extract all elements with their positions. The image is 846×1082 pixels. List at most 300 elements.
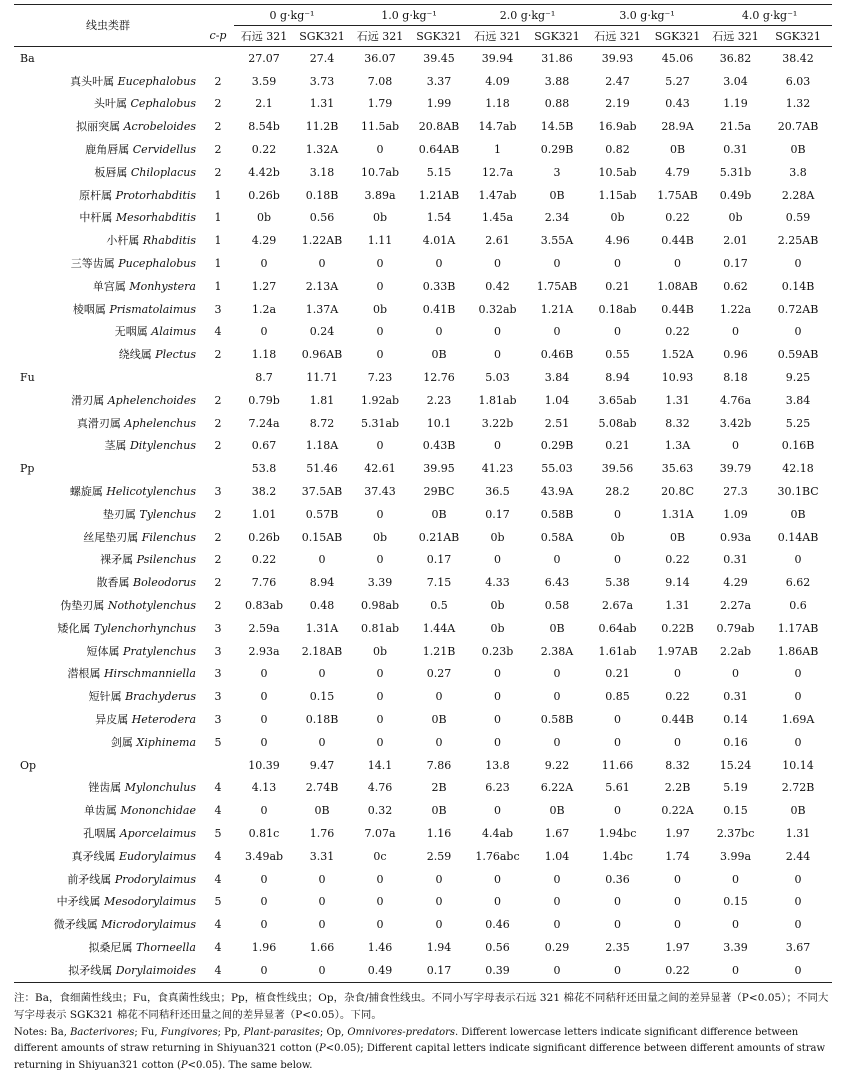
value-cell: 1.37A (305, 302, 339, 316)
table-row (14, 184, 832, 207)
genus-latin: Mesorhabditis (115, 211, 196, 225)
value-cell: 0.6 (789, 599, 807, 613)
notes-chinese: 注：Ba，食细菌性线虫；Fu，食真菌性线虫；Pp，植食性线虫；Op，杂食/捕食性线虫。不同小写字母表示石远 321 棉花不同秸秆还田量之间的差异显著（P<0.05）；不同大写字母表示 SGK321 棉花不同秸秆还田量之间的差异显著（P<0.05）。下同。 (14, 992, 829, 1022)
cp-value: 2 (214, 599, 222, 613)
value-cell: 28.9A (661, 120, 694, 134)
value-cell: 3.65ab (598, 393, 637, 407)
value-cell: 0 (614, 257, 622, 271)
value-cell: 0 (794, 257, 802, 271)
value-cell: 0.98ab (360, 599, 400, 613)
value-cell: 0 (732, 667, 740, 681)
value-cell: 4.76a (720, 393, 752, 407)
value-cell: 0.44B (661, 302, 694, 316)
genus-name (14, 571, 202, 594)
value-cell: 36.5 (485, 485, 510, 499)
cultivar-header: SGK321 (294, 26, 350, 47)
group-value-cell: 42.18 (782, 462, 814, 476)
value-cell: 0 (553, 325, 561, 339)
genus-cn: 伪垫刃属 (60, 599, 105, 613)
value-cell: 0 (318, 895, 326, 909)
table-row (14, 685, 832, 708)
table-row (14, 936, 832, 959)
value-cell: 0 (294, 959, 350, 982)
genus-latin: Aphelenchus (124, 416, 196, 430)
cp-value: 4 (214, 872, 222, 886)
table-row (14, 640, 832, 663)
value-cell: 7.15 (426, 576, 452, 590)
cp-value: 1 (214, 279, 222, 293)
genus-name (14, 252, 202, 275)
genus-name (14, 184, 202, 207)
value-cell: 6.43 (544, 576, 570, 590)
value-cell: 0 (376, 507, 384, 521)
value-cell: 9.14 (665, 576, 690, 590)
genus-latin: Eudorylaimus (118, 849, 196, 863)
value-cell: 0 (494, 895, 502, 909)
value-cell: 0 (674, 257, 682, 271)
value-cell: 0.15 (309, 690, 335, 704)
value-cell: 0b (728, 211, 743, 225)
cp-value: 4 (214, 849, 222, 863)
cultivar-header: 石远 321 (468, 26, 527, 47)
cp-value: 4 (214, 940, 222, 954)
value-cell: 0 (614, 895, 622, 909)
value-cell: 1.47ab (478, 188, 517, 202)
group-value-cell: 8.18 (723, 371, 748, 385)
genus-cn: 微矛线属 (53, 918, 98, 932)
value-cell: 2.59a (248, 621, 280, 635)
value-cell: 3.73 (309, 74, 335, 88)
value-cell: 0.14 (723, 713, 748, 726)
genus-cn: 板唇属 (94, 165, 128, 179)
value-cell: 10.7ab (360, 165, 400, 179)
cp-value: 4 (214, 804, 222, 818)
value-cell: 0.17 (723, 257, 748, 271)
group-value-cell: 51.46 (306, 462, 338, 476)
genus-cn: 孔咽属 (83, 826, 117, 840)
value-cell: 1.67 (544, 826, 570, 840)
table-row (14, 959, 832, 982)
value-cell: 21.5a (720, 120, 752, 134)
table-row (14, 389, 832, 412)
value-cell: 5.61 (605, 781, 630, 795)
value-cell: 0.22 (648, 959, 707, 982)
value-cell: 0 (494, 439, 502, 453)
value-cell: 0 (435, 690, 443, 704)
cp-cell (202, 366, 234, 389)
table-row (14, 890, 832, 913)
value-cell: 0 (318, 735, 326, 749)
table-row (14, 70, 832, 93)
value-cell: 0.31 (723, 553, 748, 567)
value-cell: 0 (614, 713, 622, 726)
table-row (14, 161, 832, 184)
value-cell: 0 (376, 143, 384, 157)
value-cell: 2.61 (485, 234, 510, 248)
value-cell: 1.22a (720, 302, 752, 316)
value-cell: 2.19 (605, 97, 630, 111)
value-cell: 0 (553, 667, 561, 681)
cp-value: 3 (214, 644, 222, 658)
value-cell: 0.22B (661, 621, 694, 635)
group-name: Fu (20, 371, 35, 385)
table-row (14, 526, 832, 549)
value-cell: 1.31 (665, 393, 690, 407)
value-cell: 0B (669, 530, 686, 544)
value-cell: 0 (707, 959, 764, 982)
table-row (14, 115, 832, 138)
group-value-cell: 27.4 (309, 51, 335, 65)
value-cell: 2.37bc (716, 826, 755, 840)
value-cell: 0.29B (540, 143, 574, 157)
cp-value: 4 (214, 918, 222, 932)
cultivar-header: SGK321 (410, 26, 468, 47)
cp-value: 1 (214, 188, 222, 202)
value-cell: 0.22 (251, 143, 277, 157)
cp-value: 2 (214, 416, 222, 430)
value-cell: 1.44A (422, 621, 456, 635)
value-cell: 1.01 (251, 507, 277, 521)
value-cell: 0b (610, 211, 625, 225)
group-value-cell: 13.8 (485, 758, 510, 772)
value-cell: 2.25AB (777, 234, 819, 248)
group-value-cell: 39.95 (423, 462, 455, 476)
table-row (14, 207, 832, 230)
genus-latin: Plectus (155, 348, 196, 362)
value-cell: 0.21AB (418, 530, 460, 544)
genus-name (14, 138, 202, 161)
value-cell: 2B (431, 781, 447, 795)
value-cell: 7.24a (248, 416, 280, 430)
value-cell: 16.9ab (598, 120, 637, 134)
value-cell: 1.79 (367, 97, 393, 111)
value-cell: 20.8C (661, 485, 694, 499)
value-cell: 0.14AB (777, 530, 819, 544)
value-cell: 0.42 (485, 279, 510, 293)
value-cell: 0 (376, 325, 384, 339)
cp-value: 2 (214, 439, 222, 453)
cp-value: 4 (214, 781, 222, 795)
value-cell: 0b (490, 530, 505, 544)
value-cell: 5.38 (605, 576, 630, 590)
genus-cn: 单宫属 (92, 279, 126, 293)
value-cell: 1.94bc (598, 826, 637, 840)
genus-latin: Helicotylenchus (106, 485, 196, 499)
genus-name (14, 594, 202, 617)
value-cell: 0 (794, 667, 802, 681)
value-cell: 1.76 (309, 826, 335, 840)
value-cell: 4.09 (485, 74, 510, 88)
value-cell: 0.26b (248, 530, 280, 544)
table-row (14, 343, 832, 366)
value-cell: 0 (260, 918, 268, 932)
value-cell: 1.96 (251, 940, 277, 954)
value-cell: 0.15AB (301, 530, 343, 544)
value-cell: 1.17AB (777, 621, 819, 635)
table-row (14, 571, 832, 594)
table-row (14, 503, 832, 526)
value-cell: 5.27 (665, 74, 690, 88)
value-cell: 0B (790, 804, 806, 818)
value-cell: 38.2 (251, 485, 277, 499)
value-cell: 0c (373, 849, 387, 863)
value-cell: 1.94 (426, 940, 452, 954)
table-row (14, 275, 832, 298)
value-cell: 0 (553, 918, 561, 932)
value-cell: 0.22A (661, 804, 694, 818)
value-cell: 0.14B (781, 279, 815, 293)
cp-value: 5 (214, 826, 222, 840)
value-cell: 0 (260, 735, 268, 749)
group-value-cell: 10.14 (782, 758, 814, 772)
value-cell: 0 (376, 348, 384, 362)
value-cell: 0 (614, 325, 622, 339)
genus-name (14, 731, 202, 754)
value-cell: 0 (794, 325, 802, 339)
group-value-cell: 9.47 (309, 758, 335, 772)
genus-name (14, 777, 202, 800)
genus-latin: Brachyderus (125, 690, 196, 704)
value-cell: 2.28A (781, 188, 815, 202)
value-cell: 0.44B (661, 234, 694, 248)
genus-cn: 绕线属 (118, 348, 152, 362)
value-cell: 0b (256, 211, 272, 225)
table-row (14, 252, 832, 275)
genus-name (14, 845, 202, 868)
value-cell: 0.22 (665, 211, 690, 225)
value-cell: 1.31 (785, 826, 811, 840)
value-cell: 1.75AB (657, 188, 698, 202)
value-cell: 27.3 (723, 485, 748, 499)
treatment-header-1: 1.0 g·kg⁻¹ (350, 5, 468, 26)
value-cell: 2.47 (605, 74, 630, 88)
value-cell: 3.39 (367, 576, 393, 590)
value-cell: 2.35 (605, 940, 630, 954)
genus-cn: 短体属 (86, 644, 120, 658)
table-row (14, 138, 832, 161)
value-cell: 0 (494, 690, 502, 704)
value-cell: 2.18AB (301, 644, 343, 658)
value-cell: 1.3A (664, 439, 691, 453)
value-cell: 0.96AB (301, 348, 343, 362)
table-row (14, 229, 832, 252)
value-cell: 0.62 (723, 279, 748, 293)
genus-cn: 棱咽属 (72, 302, 106, 316)
value-cell: 0.33B (422, 279, 456, 293)
table-row (14, 868, 832, 891)
value-cell: 7.08 (367, 74, 393, 88)
genus-cn: 垫刃属 (102, 507, 136, 521)
value-cell: 2.1 (255, 97, 273, 111)
value-cell: 2.74B (305, 781, 339, 795)
value-cell: 28.2 (605, 485, 630, 499)
value-cell: 0.64AB (418, 143, 460, 157)
value-cell: 0.49b (719, 188, 752, 202)
value-cell: 0.44B (661, 713, 694, 726)
genus-latin: Acrobeloides (123, 120, 196, 134)
genus-cn: 中杆属 (79, 211, 113, 225)
value-cell: 0 (794, 895, 802, 909)
value-cell: 1.4bc (602, 849, 633, 863)
value-cell: 0.43 (665, 97, 690, 111)
group-name: Pp (20, 462, 35, 476)
value-cell: 0 (494, 713, 502, 726)
cp-value: 2 (214, 553, 222, 567)
value-cell: 6.03 (785, 74, 811, 88)
value-cell: 0 (674, 735, 682, 749)
genus-name (14, 343, 202, 366)
value-cell: 0 (376, 895, 384, 909)
value-cell: 0 (260, 325, 268, 339)
treatment-header-3: 3.0 g·kg⁻¹ (587, 5, 707, 26)
genus-cn: 潜根属 (67, 667, 101, 681)
genus-latin: Microdorylaimus (101, 918, 196, 932)
header-row-treatments (14, 5, 832, 26)
value-cell: 0.31 (723, 690, 748, 704)
value-cell: 0.17 (410, 959, 468, 982)
value-cell: 0 (494, 257, 502, 271)
value-cell: 0 (435, 325, 443, 339)
value-cell: 0 (435, 872, 443, 886)
genus-cn: 短针属 (88, 690, 122, 704)
value-cell: 1.86AB (777, 644, 819, 658)
value-cell: 6.62 (785, 576, 811, 590)
value-cell: 0 (614, 918, 622, 932)
value-cell: 0.59 (785, 211, 811, 225)
value-cell: 43.9A (540, 485, 574, 499)
genus-latin: Alaimus (151, 325, 196, 339)
group-value-cell: 8.32 (665, 758, 690, 772)
value-cell: 0 (260, 690, 268, 704)
value-cell: 0.64ab (598, 621, 637, 635)
value-cell: 0.46B (540, 348, 574, 362)
table-row (14, 799, 832, 822)
genus-cn: 真滑刃属 (76, 416, 121, 430)
value-cell: 0.31 (723, 143, 748, 157)
value-cell: 1.22AB (301, 234, 343, 248)
value-cell: 1.04 (544, 849, 570, 863)
value-cell: 6.23 (485, 781, 510, 795)
genus-cn: 原杆属 (79, 188, 113, 202)
genus-cn: 异皮属 (95, 713, 129, 726)
value-cell: 0.22 (665, 553, 690, 567)
genus-name (14, 868, 202, 891)
value-cell: 0 (260, 804, 268, 818)
cp-value: 5 (214, 895, 222, 909)
value-cell: 3.59 (251, 74, 277, 88)
genus-latin: Heterodera (131, 713, 196, 726)
value-cell: 1.32A (305, 143, 339, 157)
value-cell: 0B (790, 143, 806, 157)
value-cell: 0B (549, 804, 565, 818)
genus-latin: Psilenchus (136, 553, 196, 567)
cultivar-header: 石远 321 (587, 26, 648, 47)
genus-name (14, 663, 202, 686)
value-cell: 0.82 (605, 143, 630, 157)
value-cell: 8.94 (309, 576, 335, 590)
value-cell: 3.84 (785, 393, 811, 407)
column-header-group: 线虫类群 (14, 5, 202, 47)
group-value-cell: 10.39 (248, 758, 280, 772)
genus-latin: Aporcelaimus (119, 826, 196, 840)
value-cell: 0.22 (665, 325, 690, 339)
value-cell: 11.5ab (360, 120, 400, 134)
value-cell: 0.81ab (360, 621, 400, 635)
value-cell: 29BC (423, 485, 455, 499)
value-cell: 0.83ab (244, 599, 284, 613)
value-cell: 0.16 (723, 735, 748, 749)
cp-value: 2 (214, 348, 222, 362)
cp-value: 2 (214, 530, 222, 544)
cp-value: 2 (214, 120, 222, 134)
value-cell: 1.75AB (536, 279, 578, 293)
table-row (14, 321, 832, 344)
value-cell: 1.97 (665, 826, 690, 840)
value-cell: 0b (490, 621, 505, 635)
value-cell: 0 (435, 735, 443, 749)
value-cell: 1.54 (426, 211, 452, 225)
value-cell: 2.23 (426, 393, 452, 407)
value-cell: 0 (494, 667, 502, 681)
value-cell: 6.22A (540, 781, 574, 795)
value-cell: 0b (490, 599, 505, 613)
group-row-op (14, 754, 832, 777)
group-value-cell: 39.93 (601, 51, 634, 65)
value-cell: 0B (431, 713, 447, 726)
group-value-cell: 42.61 (364, 462, 396, 476)
value-cell: 0.21 (605, 667, 630, 681)
value-cell: 3.49ab (244, 849, 284, 863)
value-cell: 0 (674, 667, 682, 681)
group-value-cell: 10.93 (661, 371, 694, 385)
value-cell: 0 (494, 348, 502, 362)
cp-value: 2 (214, 97, 222, 111)
nematode-genera-table (14, 4, 832, 983)
value-cell: 0 (376, 667, 384, 681)
genus-latin: Chiloplacus (130, 165, 196, 179)
table-row (14, 93, 832, 116)
value-cell: 1.31A (305, 621, 339, 635)
group-value-cell: 35.63 (661, 462, 694, 476)
genus-latin: Cervidellus (132, 143, 196, 157)
value-cell: 37.5AB (301, 485, 343, 499)
value-cell: 0.67 (251, 439, 277, 453)
genus-cn: 鹿角唇属 (85, 143, 130, 157)
value-cell: 1.32 (785, 97, 811, 111)
value-cell: 2.44 (785, 849, 811, 863)
value-cell: 0.96 (723, 348, 748, 362)
value-cell: 0.29B (540, 439, 574, 453)
genus-cn: 锉齿属 (88, 781, 122, 795)
value-cell: 3.18 (309, 165, 335, 179)
treatment-header-0: 0 g·kg⁻¹ (234, 5, 350, 26)
genus-cn: 单齿属 (83, 804, 117, 818)
value-cell: 0.22 (251, 553, 277, 567)
value-cell: 0.81c (248, 826, 280, 840)
value-cell: 0 (318, 872, 326, 886)
value-cell: 1.21A (540, 302, 574, 316)
value-cell: 0 (764, 959, 832, 982)
table-row (14, 731, 832, 754)
value-cell: 4.01A (422, 234, 456, 248)
group-value-cell: 39.45 (423, 51, 455, 65)
value-cell: 7.07a (364, 826, 396, 840)
value-cell: 1.2a (251, 302, 277, 316)
value-cell: 5.08ab (598, 416, 637, 430)
value-cell: 14.5B (540, 120, 574, 134)
value-cell: 0 (794, 553, 802, 567)
genus-cn: 真矛线属 (71, 849, 116, 863)
